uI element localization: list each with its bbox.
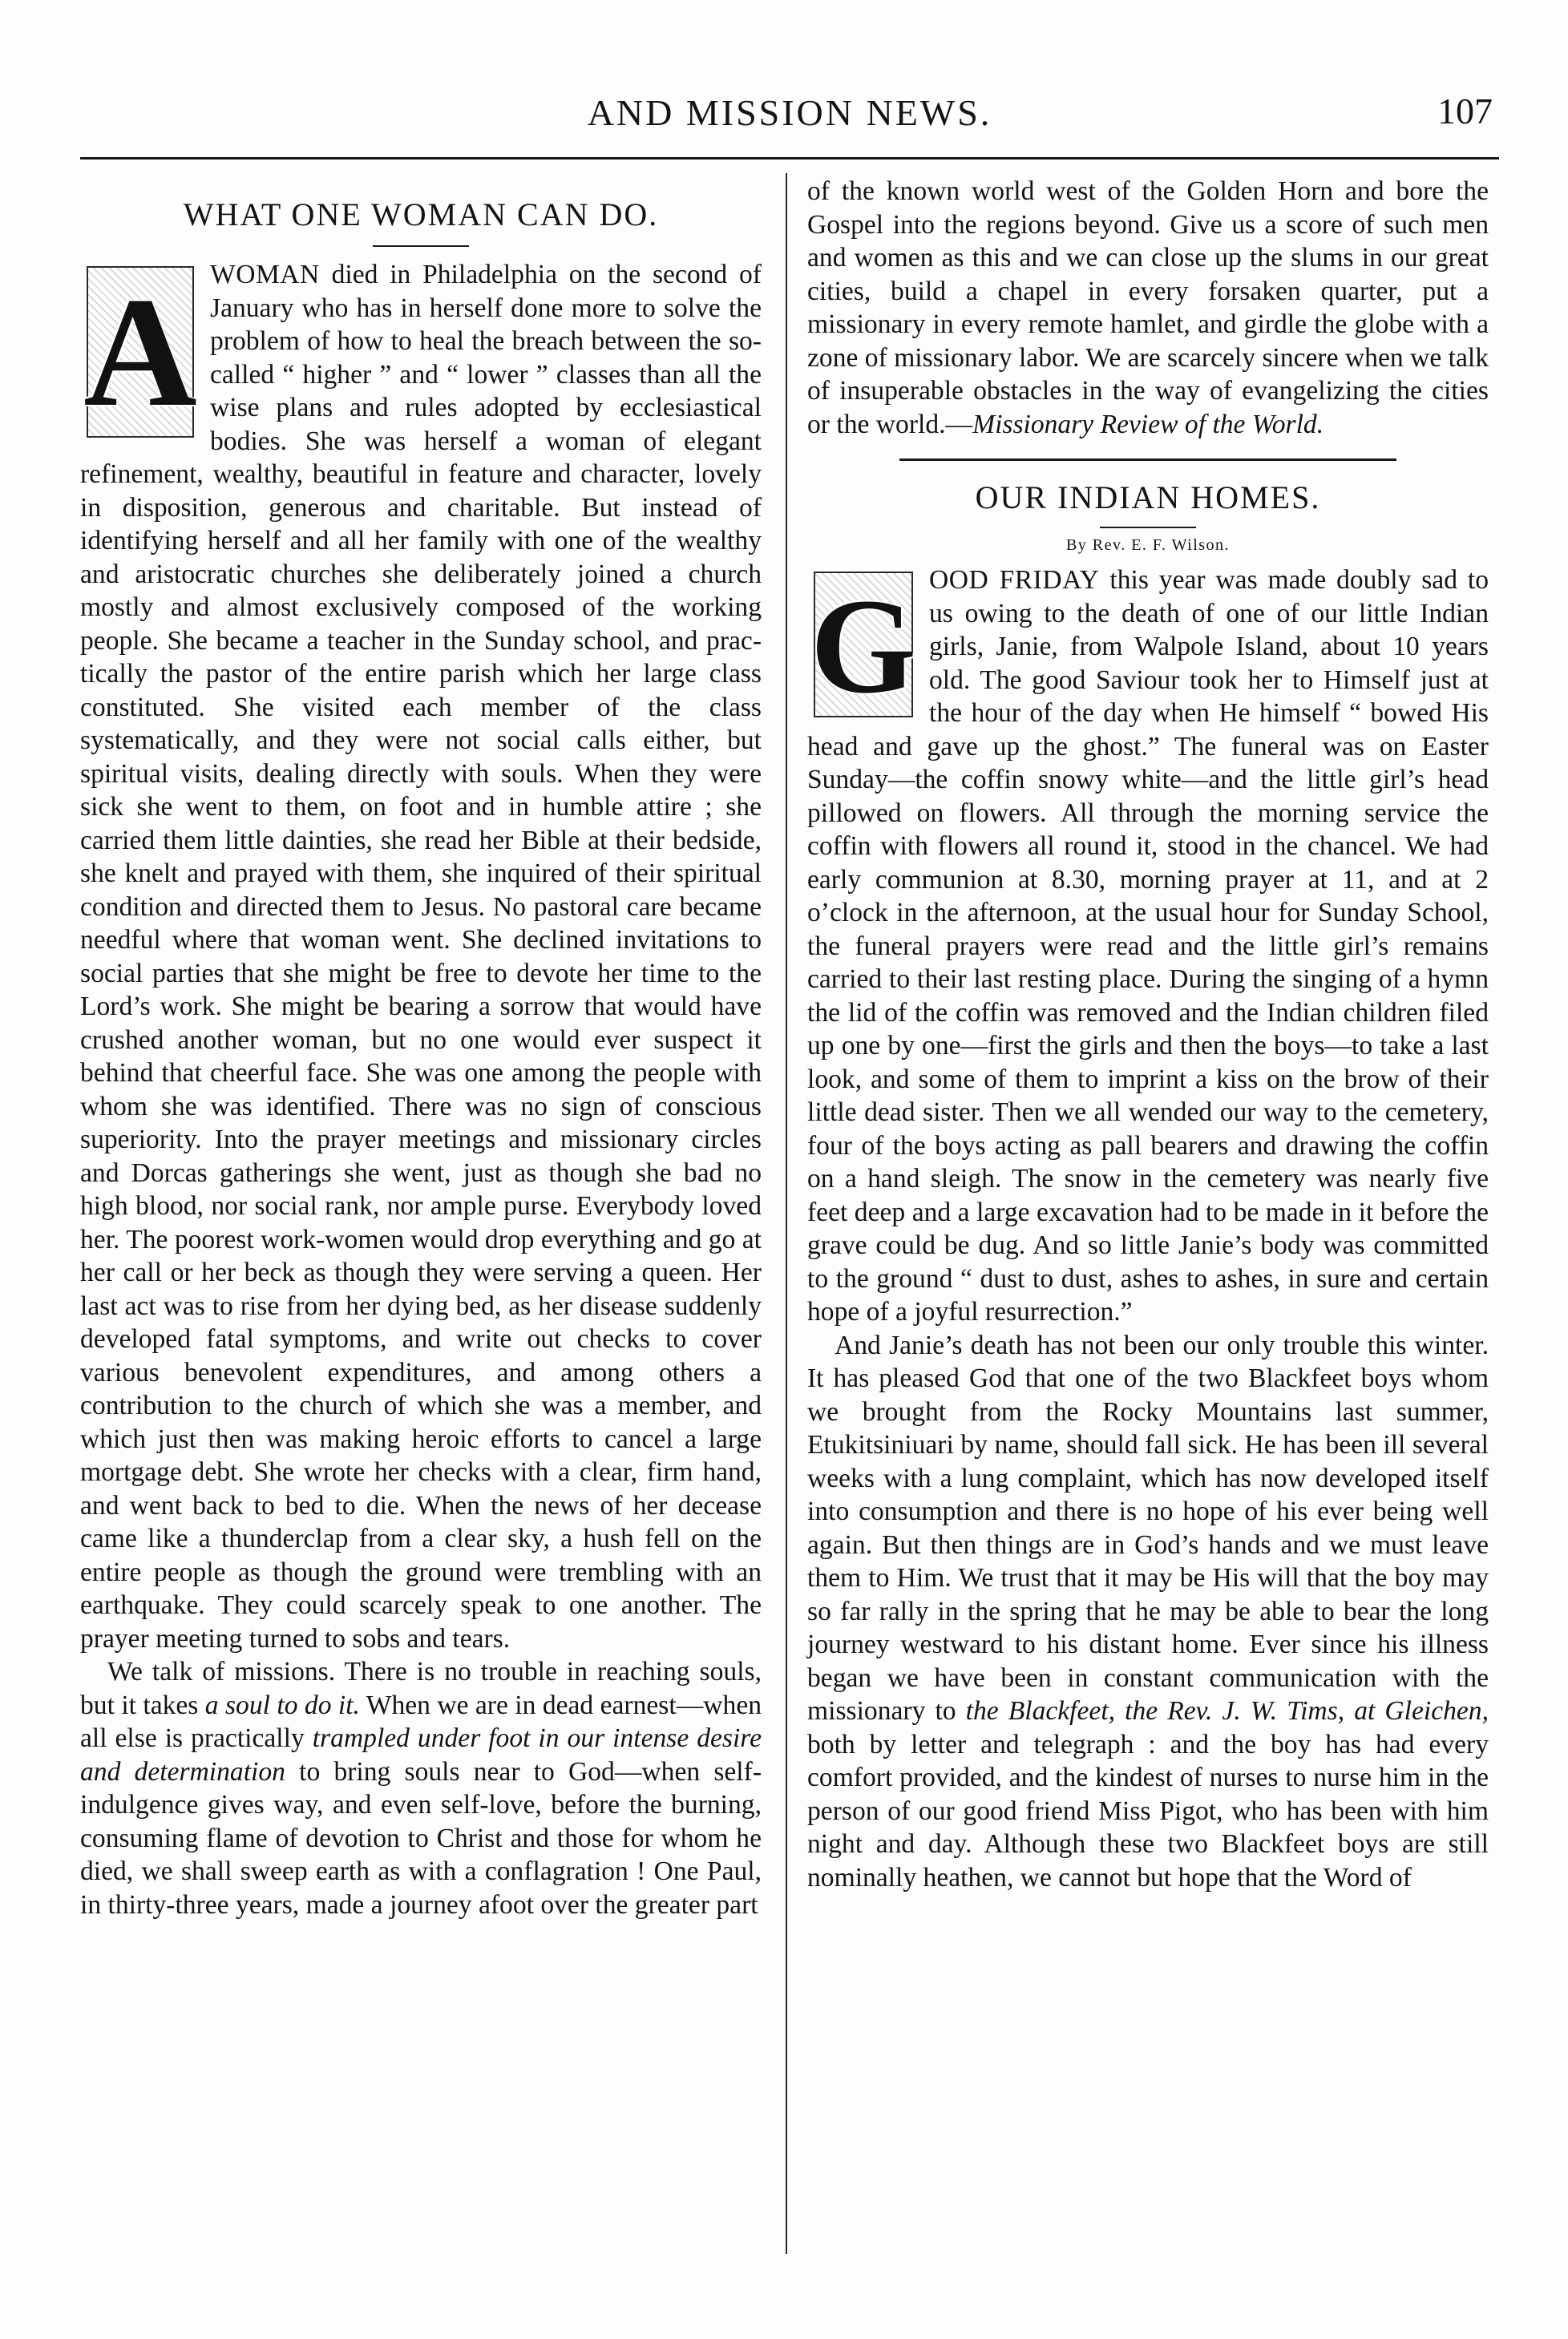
title-rule (373, 245, 469, 247)
paragraph-text: both by letter and telegraph : and the boy has had every comfort provided, and the kindest of nurses to nurse him in the person of our good friend Miss Pigot, who has been with him night and day. Although these two Blackfeet boys are still nominally heathen, we cannot but hope that the Word of (807, 1729, 1489, 1893)
right-column (807, 175, 1489, 1894)
paragraph-text: of the known world west of the Golden Horn and bore the Gospel into the regions beyond. Give us a score of such men and women as this and we can close up the slums in our great cities, build a chapel in every forsaken quarter, put a missionary in every remote hamlet, and girdle the globe with a zone of missionary labor. We are scarcely sincere when we talk of insuperable obstacles in the way of evangelizing the cities or the world.— (807, 176, 1489, 439)
lead-words: OOD FRIDAY (929, 565, 1100, 595)
paragraph-text: When we are in dead earnest—when all else is practically (80, 1690, 762, 1753)
section-rule (899, 459, 1396, 461)
source-citation: Missionary Review of the World. (972, 409, 1324, 439)
paragraph-text: We talk of missions. There is no trouble in reaching souls, but it takes (80, 1657, 762, 1720)
woman-continuation (807, 175, 1489, 441)
paragraph-text: this year was made doubly sad to us owing to the death of one of our little Indian girls, Janie, from Walpole Island, about 10 years old. The good Saviour took her to Himself just at the hour of the day when He himself “ bowed His head and gave up the ghost.” The funeral was on Easter Sunday—the coffin snowy white—and the little girl’s head pillowed on flowers. All through the morning service the coffin with flowers all round it, stood in the chancel. We had early communion at 8.30, morning prayer at 11, and at 2 o’clock in the afternoon, at the usual hour for Sunday School, the funeral prayers were read and the little girl’s remains carried to their last resting place. During the singing of a hymn the lid of the coffin was removed and the Indian children filed up one by one—first the girls and then the boys—to take a last look, and some of them to imprint a kiss on the brow of their little dead sister. Then we all wended our way to the cemetery, four of the boys acting as pall bearers and drawing the coffin on a hand sleigh. The snow in the cemetery was nearly five feet deep and a large excavation had to be made in it before the grave could be dug. And so little Janie’s body was committed to the ground “ dust to dust, ashes to ashes, in sure and certain hope of a joyful resurrection.” (807, 565, 1489, 1327)
byline: By Rev. E. F. Wilson. (1065, 536, 1231, 554)
header-rule (80, 157, 1499, 160)
emphasis-text: a soul to do it. (204, 1690, 360, 1720)
emphasis-text: the Blackfeet, the Rev. J. W. Tims, at Gleichen, (965, 1696, 1489, 1726)
initial-letter: A (83, 265, 197, 439)
ornamental-initial-a (80, 260, 200, 448)
woman-paragraph-2 (80, 1655, 762, 1921)
indian-paragraph-2 (807, 1329, 1489, 1895)
article-title-indian-homes: OUR INDIAN HOMES. (975, 479, 1321, 515)
paragraph-text: to bring souls near to God—when self-indulgence gives way, and even self-love, before the burning, consuming flame of devotion to Christ and those for whom he died, we shall sweep earth as with a conflagration ! One Paul, in thirty-three years, made a journey afoot over the greater part (80, 1756, 762, 1920)
running-head (80, 80, 1499, 144)
title-rule (1100, 527, 1196, 528)
lead-words: WOMAN (210, 260, 320, 289)
initial-letter: G (810, 571, 917, 721)
paragraph-text: And Janie’s death has not been our only trouble this winter. It has pleased God that one of the two Blackfeet boys whom we brought from the Rocky Mountains last summer, Etukitsiniuari by name, should fall sick. He has been ill several weeks with a lung complaint, which has now developed itself into consumption and there is no hope of his ever being well again. But then things are in God’s hands and we must leave them to Him. We trust that it may be His will that the boy may so far rally in the spring that he may be able to bear the long journey westward to his distant home. Ever since his illness began we have been in constant communication with the missionary to (807, 1330, 1489, 1726)
column-divider (786, 173, 787, 2254)
emphasis-text: trampled under foot in our intense desire and determination (80, 1723, 762, 1787)
article-title-woman: WHAT ONE WOMAN CAN DO. (183, 196, 659, 232)
left-column (80, 175, 762, 1921)
ornamental-initial-g (807, 565, 919, 725)
woman-paragraph-1 (80, 258, 762, 1655)
indian-paragraph-1 (807, 564, 1489, 1329)
paragraph-text: died in Philadelphia on the second of January who has in herself done more to solve the problem of how to heal the breach between the so-called “ higher ” and “ lower ” classes than all the wise plans and rules adopted by ecclesiastical bodies. She was herself a woman of elegant refinement, wealthy, beautiful in feature and character, lovely in disposition, generous and charitable. But instead of identifying herself and all her family with one of the wealthy and aristocratic churches she deliberately joined a church mostly and almost exclusively composed of the working people. She became a teacher in the Sunday school, and practically the pastor of the entire parish which her large class constituted. She visited each member of the class systematically, and they were not social calls either, but spiritual visits, dealing directly with souls. When they were sick she went to them, on foot and in humble attire ; she carried them little dainties, she read her Bible at their bedside, she knelt and prayed with them, she inquired of their spiritual condition and directed them to Jesus. No pastoral care became needful where that woman went. She declined invitations to social parties that she might be free to devote her time to the Lord’s work. She might be bearing a sorrow that would have crushed another woman, but no one would ever suspect it behind that cheerful face. She was one among the people with whom she was identified. There was no sign of conscious superiority. Into the prayer meetings and missionary circles and Dorcas gatherings she went, just as though she bad no high blood, nor social rank, nor ample purse. Everybody loved her. The poorest work-women would drop everything and go at her call or her beck as though they were serving a queen. Her last act was to rise from her dying bed, as her disease suddenly developed fatal symptoms, and write out checks to cover various benevolent expenditures, and among others a contribution to the church of which she was a member, and which just then was making heroic efforts to cancel a large mortgage debt. She wrote her checks with a clear, firm hand, and went back to bed to die. When the news of her decease came like a thunderclap from a clear sky, a hush fell on the entire people as though the ground were trembling with an earthquake. They could scarcely speak to one another. The prayer meeting turned to sobs and tears. (80, 260, 762, 1654)
page-number: 107 (1437, 91, 1493, 131)
running-title: AND MISSION NEWS. (587, 92, 992, 133)
